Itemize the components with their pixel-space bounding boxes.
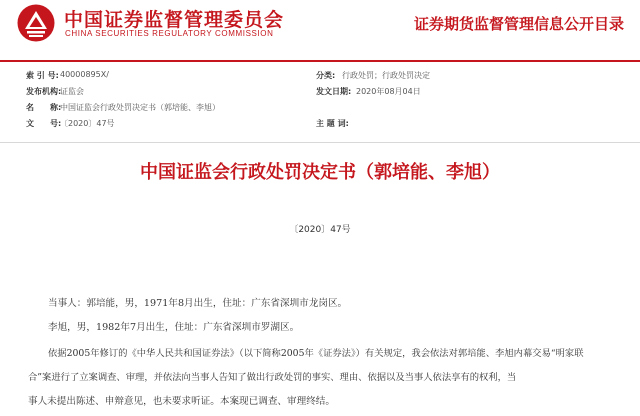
document-metadata [0,66,640,136]
meta-row-issuer [0,86,640,100]
category-label: 分类: [316,71,336,80]
org-name-cn[interactable]: 中国证券监督管理委员会 [64,9,285,31]
name-label: 名 称: [26,103,62,112]
csrc-logo-icon[interactable] [16,3,56,43]
issuer-label: 发布机构: [26,87,62,96]
docno-label: 文 号: [26,119,62,128]
issuer-value: 证监会 [60,87,84,96]
document-number: 〔2020〕47号 [289,225,351,235]
keywords-label: 主 题 词: [316,119,349,128]
category-value: 行政处罚；行政处罚决定 [342,71,430,80]
date-value: 2020年08月04日 [356,87,421,96]
index-value: 40000895X/ [60,70,109,79]
date-label: 发文日期: [316,87,352,96]
meta-row-docno [0,118,640,132]
paragraph-body-line-3: 事人未提出陈述、申辩意见，也未要求听证。本案现已调查、审理终结。 [28,396,335,407]
index-label: 索 引 号: [26,71,59,80]
paragraph-party-1: 当事人：郭培能，男，1971年8月出生，住址：广东省深圳市龙岗区。 [48,298,348,309]
meta-row-name [0,102,640,116]
site-title[interactable]: 证券期货监督管理信息公开目录 [413,15,624,33]
meta-row-index [0,70,640,84]
site-header [0,0,640,46]
paragraph-body-line-1: 依据2005年修订的《中华人民共和国证券法》（以下简称2005年《证券法》）有关规定，我会依法对郭培能、李旭内幕交易“明家联 [48,348,584,359]
metadata-divider [0,142,640,143]
paragraph-party-2: 李旭，男，1982年7月出生，住址：广东省深圳市罗湖区。 [48,322,300,333]
org-name-en: CHINA SECURITIES REGULATORY COMMISSION [65,29,274,38]
name-value: 中国证监会行政处罚决定书（郭培能、李旭） [60,103,220,112]
paragraph-body-line-2: 合”案进行了立案调查、审理，并依法向当事人告知了做出行政处罚的事实、理由、依据以及当事人依法享有的权利，当 [28,372,517,383]
header-divider [0,60,640,62]
docno-value: 〔2020〕47号 [60,119,115,128]
document-title: 中国证监会行政处罚决定书（郭培能、李旭） [140,162,500,183]
